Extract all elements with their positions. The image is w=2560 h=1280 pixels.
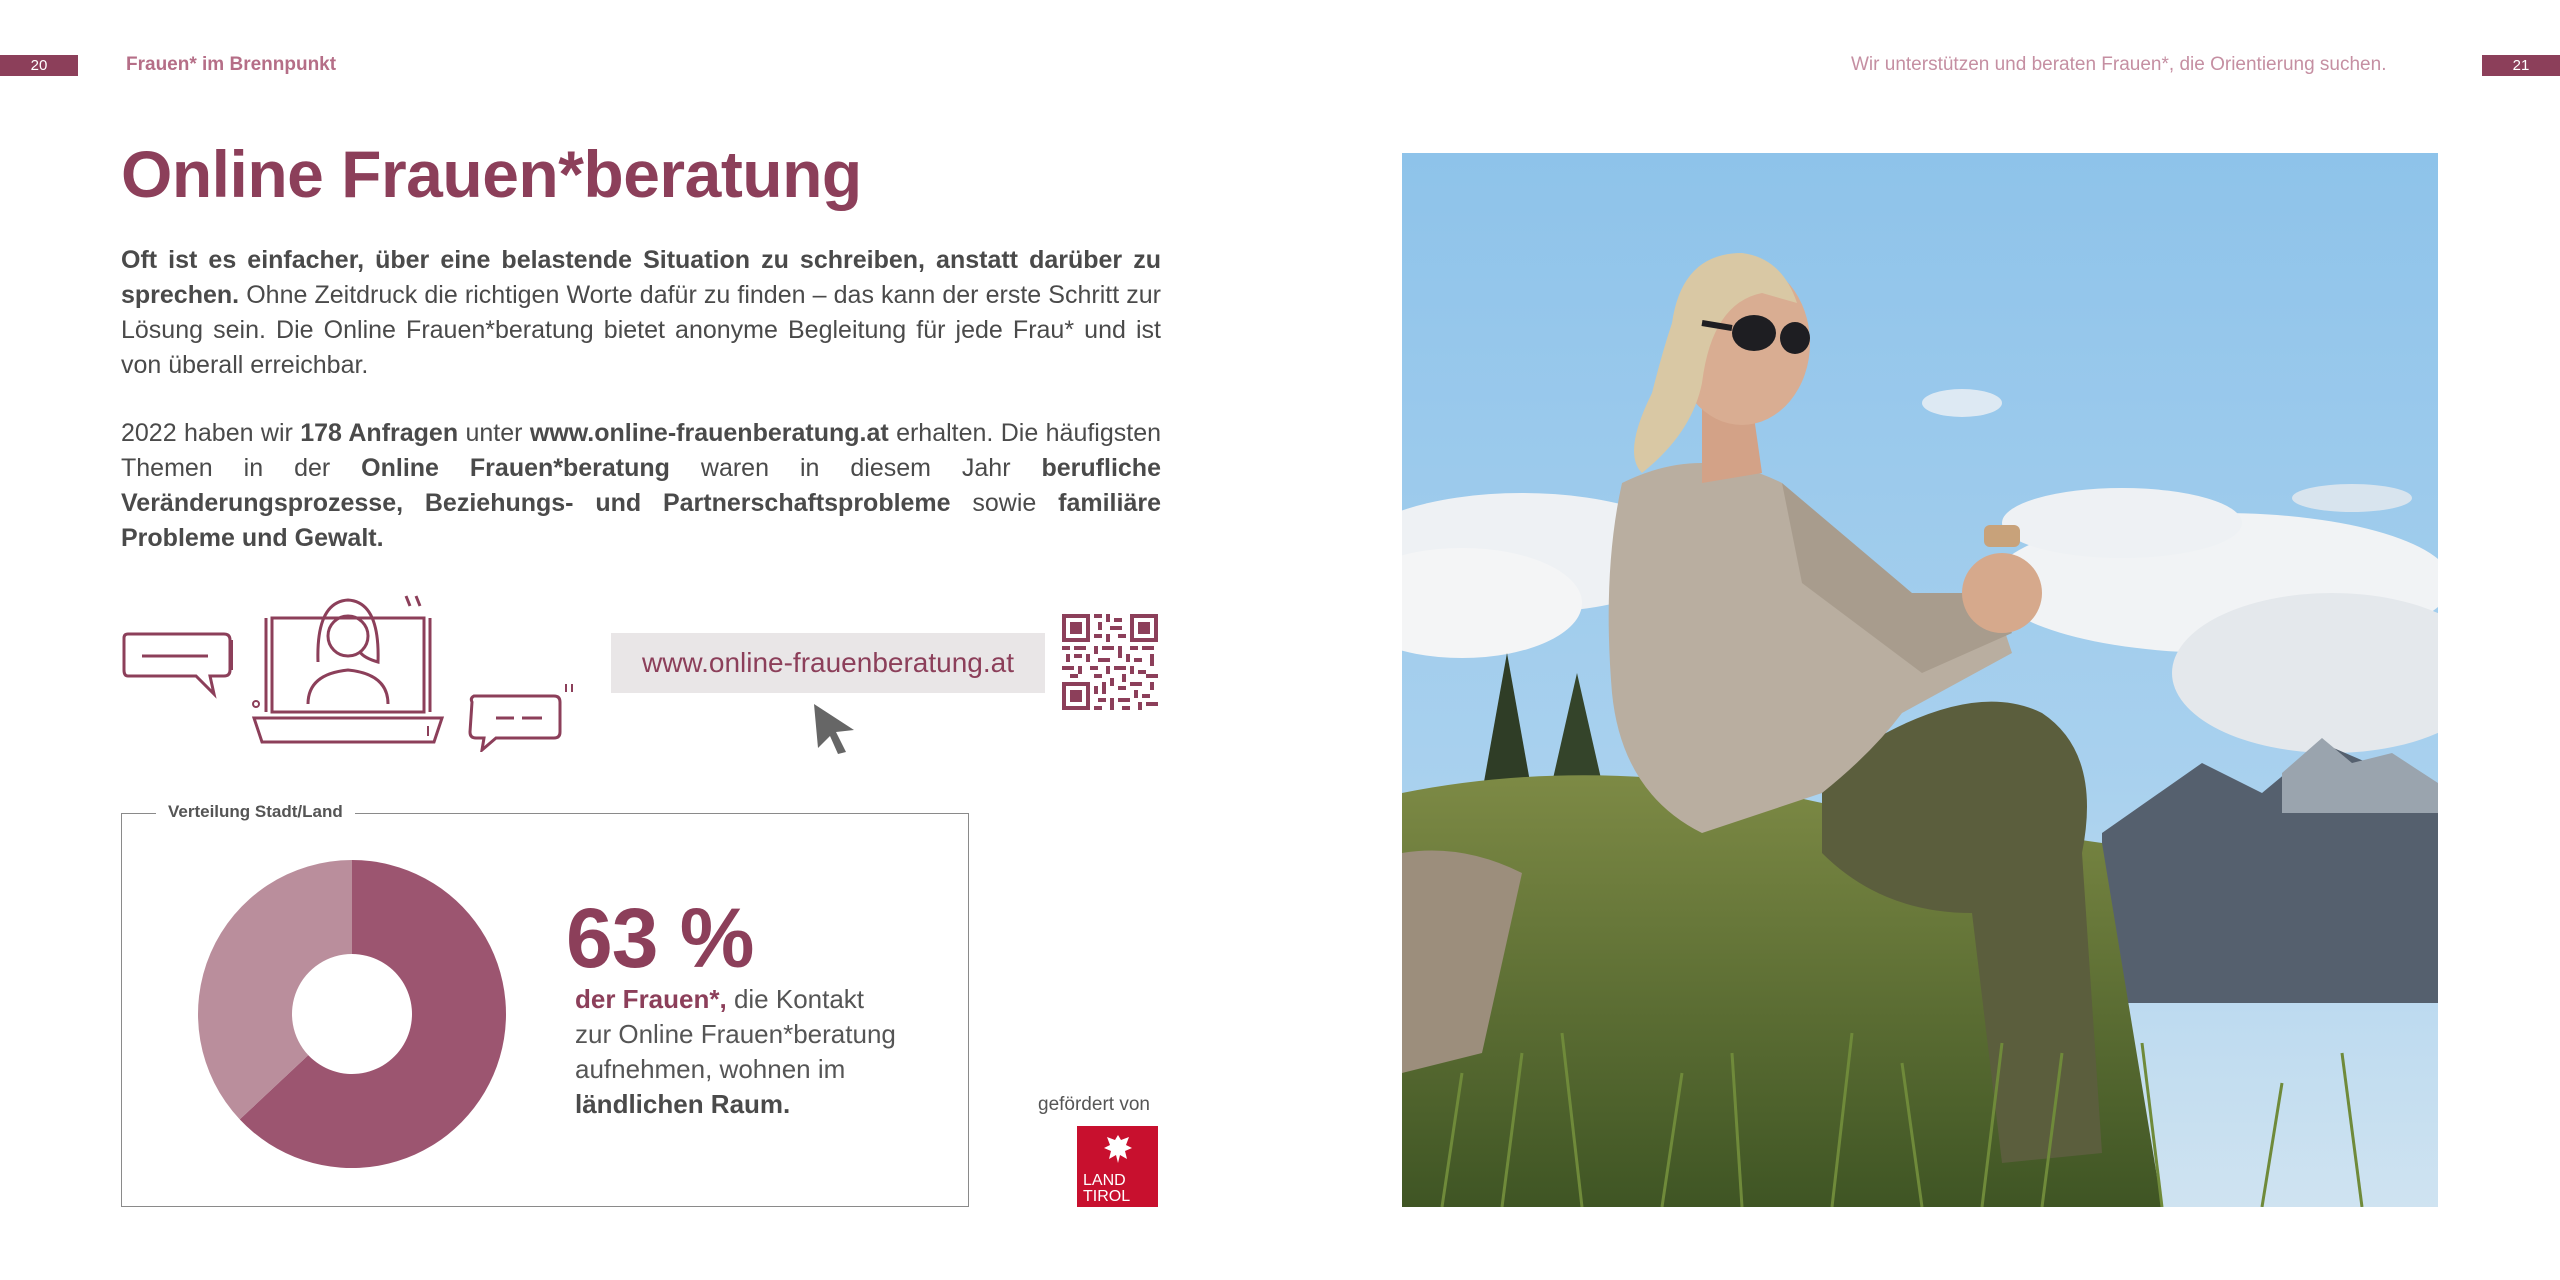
section-title: Frauen* im Brennpunkt: [126, 54, 337, 75]
stats-topics-2: familiäre Probleme und Gewalt.: [121, 489, 1161, 552]
stats-text: sowie: [950, 489, 1059, 517]
stats-paragraph: [121, 416, 1161, 556]
stats-text: 2022 haben wir: [121, 419, 301, 447]
intro-bold: Oft ist es einfacher, über eine belastende Situation zu schreiben, anstatt darüber zu sprechen.: [121, 246, 1161, 309]
stat-desc-bold: der Frauen*,: [575, 984, 727, 1014]
intro-text: Ohne Zeitdruck die richtigen Worte dafür zu finden – das kann der erste Schritt zur Lösung sein. Die Online Frauen*beratung bietet anonyme Begleitung für jede Frau* und ist von überall erreichbar.: [121, 281, 1161, 379]
land-tirol-logo: [1077, 1126, 1158, 1207]
tirol-eagle-icon: [1101, 1132, 1135, 1166]
stats-text: unter: [458, 419, 530, 447]
page-number-right: [2482, 55, 2560, 76]
person-laptop-icon: [248, 592, 448, 758]
stats-topics: berufliche Veränderungsprozesse, Beziehungs- und Partnerschaftsprobleme: [121, 454, 1161, 517]
qr-code-icon[interactable]: [1062, 614, 1158, 710]
website-url-box[interactable]: www.online-frauenberatung.at: [611, 633, 1045, 693]
stat-description: [575, 982, 896, 1122]
woman-sitting-photo: [1402, 153, 2438, 1207]
page-title: Online Frauen*beratung: [121, 137, 862, 211]
stat-desc-text: die Kontakt: [726, 984, 865, 1014]
stat-desc-line-3: aufnehmen, wohnen im: [575, 1054, 846, 1084]
stat-desc-line-4: ländlichen Raum.: [575, 1089, 791, 1119]
page-number-left: [0, 55, 78, 76]
stat-percent: 63 %: [566, 891, 754, 985]
page-subtitle: Wir unterstützen und beraten Frauen*, die Orientierung suchen.: [1851, 54, 2387, 75]
donut-chart: [196, 858, 508, 1170]
page-number-left-text: 20: [30, 57, 48, 74]
logo-text-line-1: LAND: [1083, 1172, 1126, 1189]
logo-text-line-2: TIROL: [1083, 1188, 1131, 1205]
stats-text: erhalten. Die häufigsten Themen in der: [121, 419, 1162, 482]
stats-url: www.online-frauenberatung.at: [529, 419, 889, 447]
stat-desc-line-1: [575, 982, 896, 1017]
intro-paragraph: [121, 243, 1161, 383]
chart-title: Verteilung Stadt/Land: [156, 802, 355, 822]
stat-desc-line-2: zur Online Frauen*beratung: [575, 1019, 896, 1049]
page-number-right-text: 21: [2512, 57, 2530, 74]
stats-service: Online Frauen*beratung: [361, 454, 670, 482]
sponsor-label: gefördert von: [1038, 1094, 1150, 1115]
stats-requests: 178 Anfragen: [300, 419, 459, 447]
stats-text: waren in diesem Jahr: [669, 454, 1042, 482]
speech-bubble-icon: [462, 680, 574, 752]
cursor-arrow-icon: [810, 702, 860, 756]
speech-bubble-icon: [118, 630, 234, 702]
